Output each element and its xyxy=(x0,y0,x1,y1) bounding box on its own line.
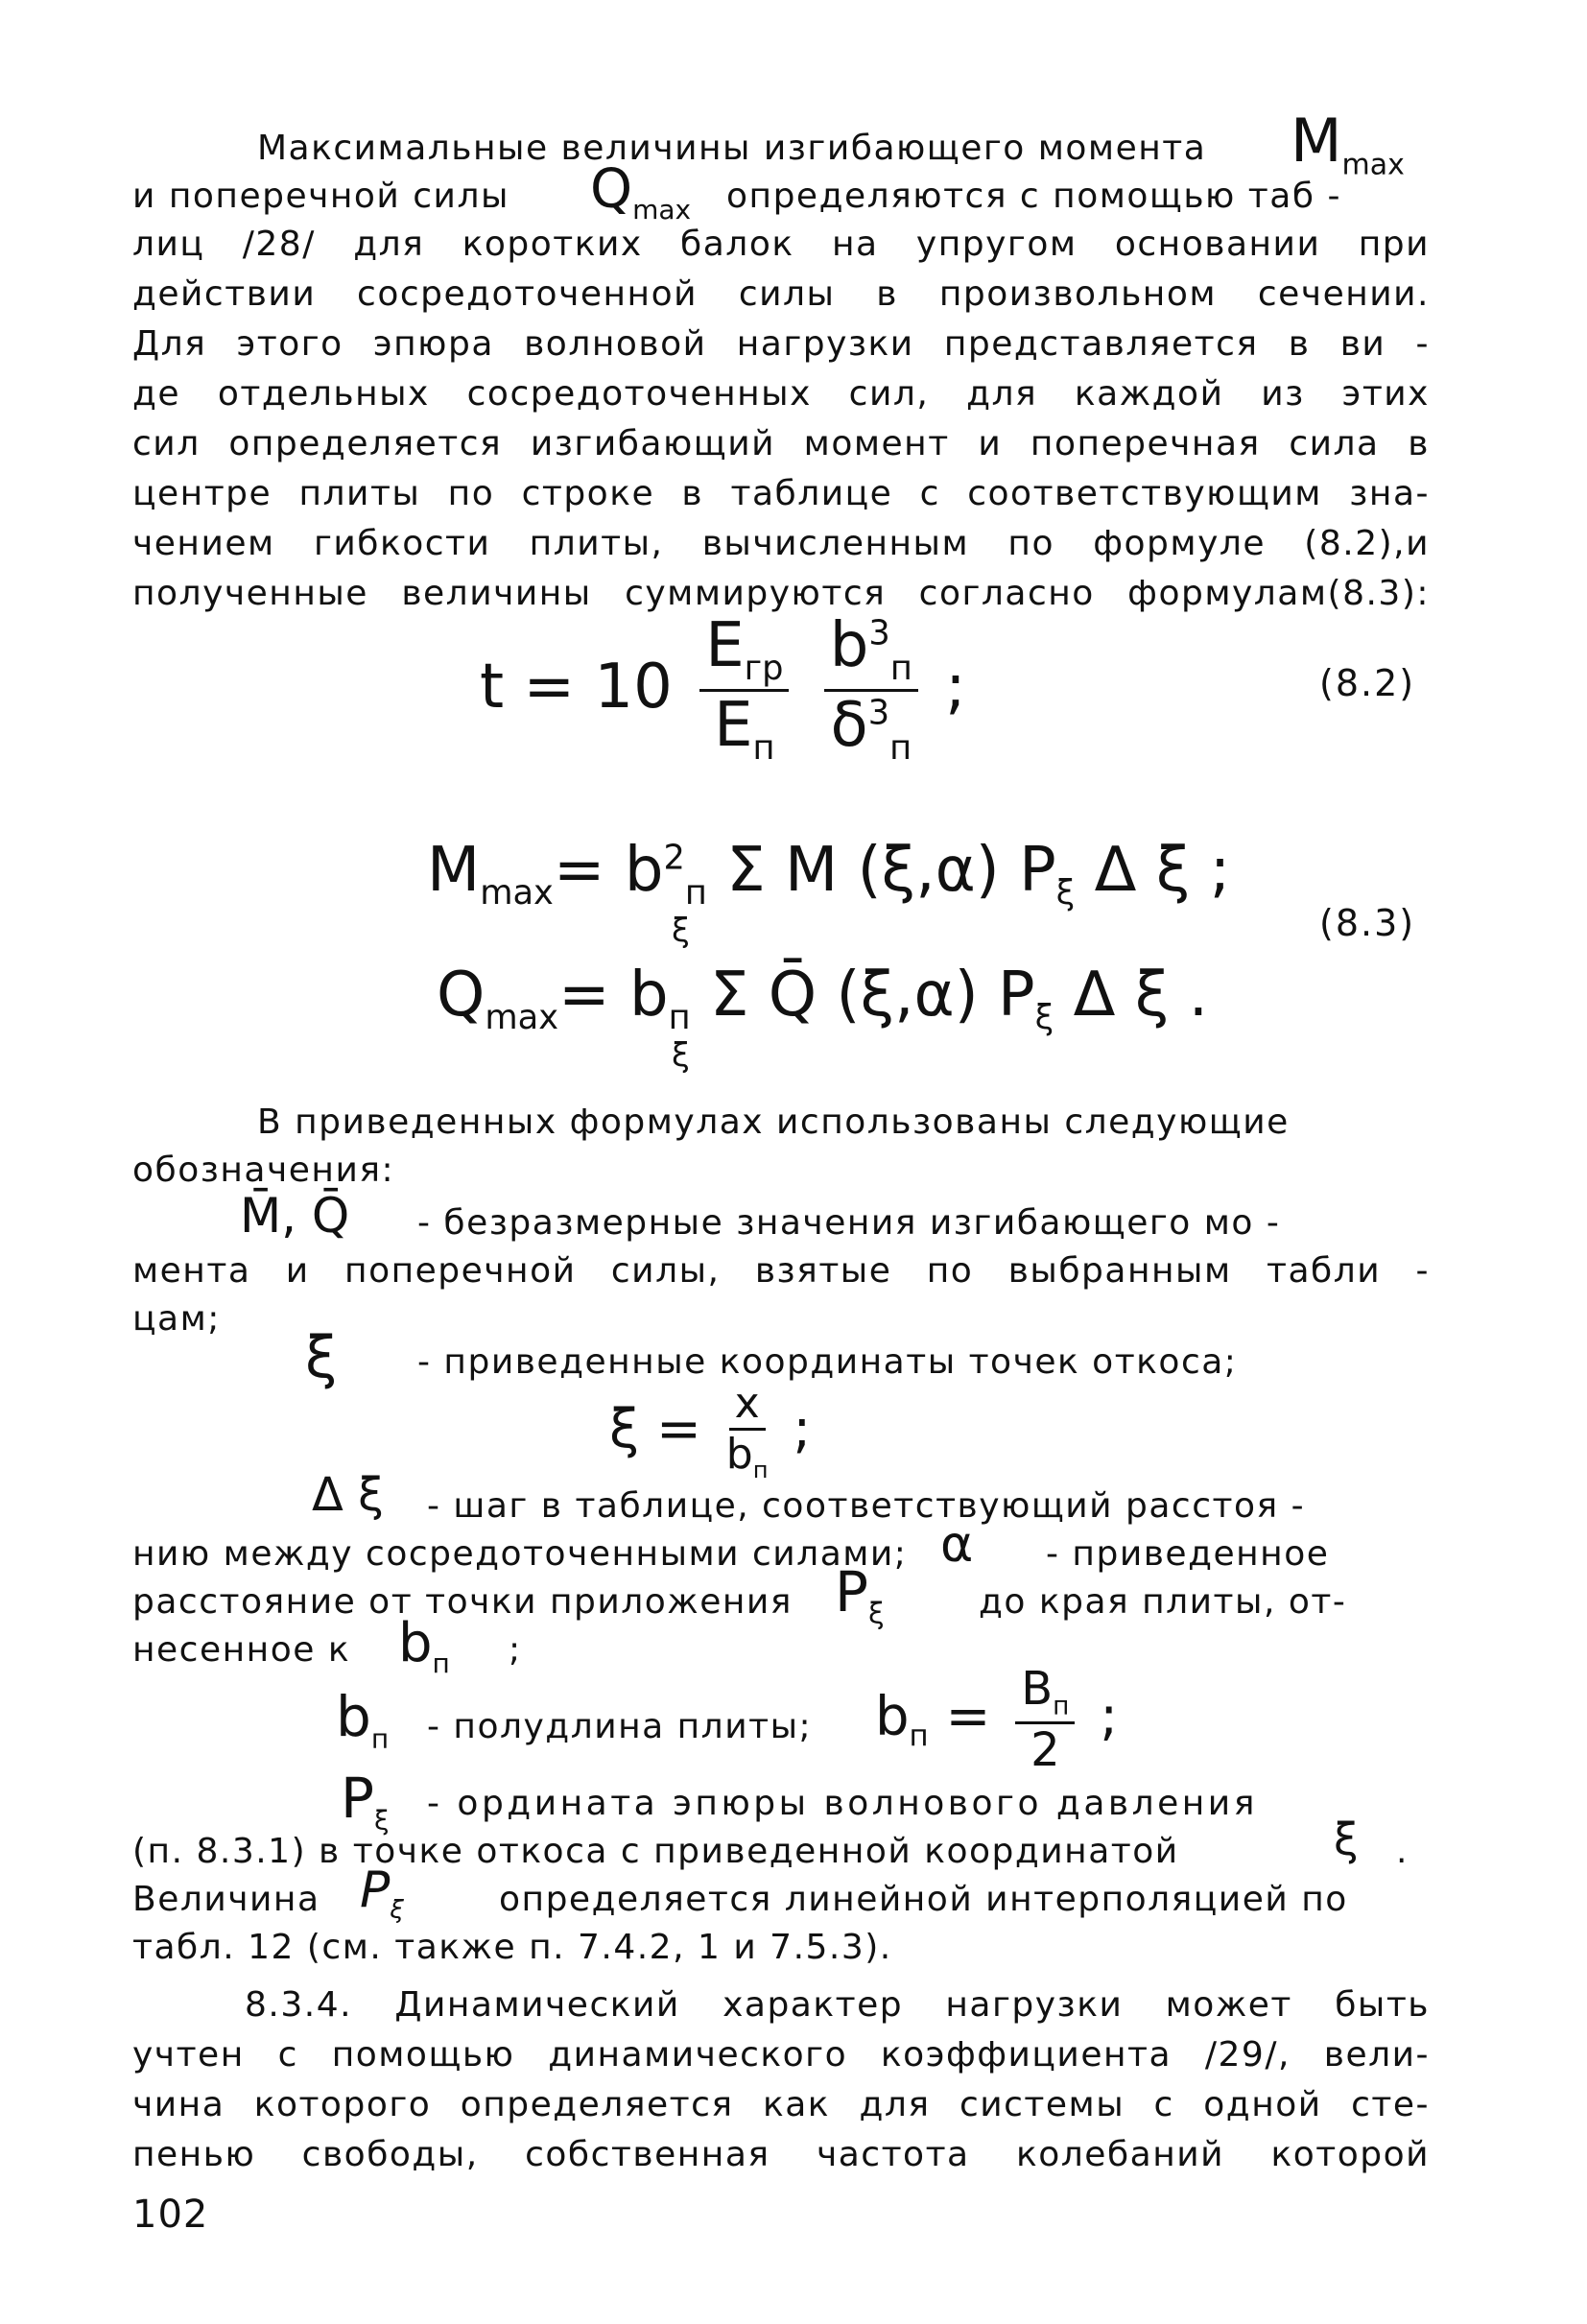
ordinate-text-3b: определяется линейной интерполяцией по xyxy=(499,1880,1348,1919)
p-xi-symbol: $P_\xi$ xyxy=(835,1559,885,1631)
half-length-text: - полудлина плиты; xyxy=(427,1707,813,1746)
paragraph1-line-1: Максимальные величины изгибающего момента xyxy=(257,129,1207,168)
formula-8-3-line-1: $M_{max}= b^2_п$ Σ M (ξ,α) $P_\xi$ Δ ξ ; xyxy=(427,835,1231,913)
notation-intro-1: В приведенных формулах использованы следующие xyxy=(257,1103,1290,1142)
ordinate-xi: ξ xyxy=(1334,1814,1359,1865)
paragraph1-line-6: де отдельных сосредоточенных сил, для каждой из этих xyxy=(132,374,1430,414)
mq-text-3: цам; xyxy=(132,1299,221,1339)
delta-xi-symbol: Δ ξ xyxy=(312,1468,384,1522)
paragraph-834-line-4: пенью свободы, собственная частота колебаний которой xyxy=(132,2135,1430,2174)
paragraph1-line-3: лиц /28/ для коротких балок на упругом основании при xyxy=(132,225,1430,264)
half-length-symbol: $b_п$ xyxy=(336,1684,390,1755)
page-number: 102 xyxy=(132,2193,209,2237)
alpha-symbol: α xyxy=(940,1516,974,1574)
paragraph-834-line-1: 8.3.4. Динамический характер нагрузки может быть xyxy=(245,1985,1430,2025)
paragraph1-line-2b: определяются с помощью таб - xyxy=(726,177,1341,216)
paragraph1-line-7: сил определяется изгибающий момент и поперечная сила в xyxy=(132,424,1430,463)
half-length-formula: $b_п$ = $\frac{B_п}{2}$ ; xyxy=(875,1662,1119,1778)
formula-8-2-frac1: $\frac{E_{гр}}{E_п}$ xyxy=(699,614,789,767)
ordinate-text-4: табл. 12 (см. также п. 7.4.2, 1 и 7.5.3). xyxy=(132,1928,892,1967)
paragraph1-line-9: чением гибкости плиты, вычисленным по формуле (8.2),и xyxy=(132,524,1430,563)
notation-intro-2: обозначения: xyxy=(132,1150,395,1190)
paragraph1-line-4: действии сосредоточенной силы в произвольном сечении. xyxy=(132,274,1430,314)
mq-text-2: мента и поперечной силы, взятые по выбранным табли - xyxy=(132,1251,1430,1291)
paragraph1-line-8: центре плиты по строке в таблице с соответствующим зна- xyxy=(132,474,1430,513)
formula-8-3-sum-index-2: ξ xyxy=(672,1036,690,1075)
formula-8-2-number: (8.2) xyxy=(1319,662,1416,704)
paragraph-834-line-3: чина которого определяется как для системы с одной сте- xyxy=(132,2085,1430,2124)
q-max-symbol: $Q_{max}$ xyxy=(590,158,692,226)
dxi-text-1: - шаг в таблице, соответствующий расстоя - xyxy=(427,1486,1306,1526)
formula-8-3-line-2: $Q_{max}= b_п$ Σ Q̄ (ξ,α) $P_\xi$ Δ ξ . xyxy=(437,960,1209,1037)
paragraph-834-line-2: учтен с помощью динамического коэффициента /29/, вели- xyxy=(132,2035,1430,2075)
xi-symbol: ξ xyxy=(305,1324,338,1391)
paragraph1-line-10: полученные величины суммируются согласно формулам(8.3): xyxy=(132,574,1430,613)
ordinate-text-3a: Величина xyxy=(132,1880,320,1919)
xi-text: - приведенные координаты точек откоса; xyxy=(417,1342,1238,1382)
dxi-text-4b: ; xyxy=(509,1630,522,1670)
dxi-text-2a: нию между сосредоточенными силами; xyxy=(132,1534,908,1574)
ordinate-text-2a: (п. 8.3.1) в точке откоса с приведенной координатой xyxy=(132,1832,1179,1871)
paragraph1-line-5: Для этого эпюра волновой нагрузки представляется в ви - xyxy=(132,324,1430,364)
ordinate-text-2b: . xyxy=(1396,1832,1409,1871)
dxi-text-3a: расстояние от точки приложения xyxy=(132,1582,793,1622)
xi-formula: ξ = $\frac{x}{b_п}$ ; xyxy=(609,1379,812,1483)
formula-8-2-frac2: $\frac{b^3_п}{\delta^3_п}$ xyxy=(824,614,918,767)
formula-8-3-sum-index-1: ξ xyxy=(672,912,690,950)
dxi-text-4a: несенное к xyxy=(132,1630,351,1670)
formula-8-3-number: (8.3) xyxy=(1319,902,1416,944)
formula-8-2: t = 10 $\frac{E_{гр}}{E_п}$ $\frac{b^3_п}{\delta^3_п}$ ; xyxy=(480,610,966,768)
mq-text-1: - безразмерные значения изгибающего мо - xyxy=(417,1203,1281,1243)
p-xi-symbol-inline: $P_\xi$ xyxy=(360,1862,404,1925)
m-max-symbol: $M_{max}$ xyxy=(1291,106,1405,182)
dxi-text-3b: до края плиты, от- xyxy=(979,1582,1347,1622)
bn-symbol: $b_п$ xyxy=(398,1612,450,1680)
paragraph1-line-2a: и поперечной силы xyxy=(132,177,509,216)
ordinate-p-symbol: $P_\xi$ xyxy=(341,1766,390,1837)
dxi-text-2b: - приведенное xyxy=(1046,1534,1330,1574)
mq-symbol: M̄, Q̄ xyxy=(240,1188,350,1244)
ordinate-text-1: - ордината эпюры волнового давления xyxy=(427,1784,1258,1823)
formula-8-2-lhs: t = 10 xyxy=(480,651,673,723)
